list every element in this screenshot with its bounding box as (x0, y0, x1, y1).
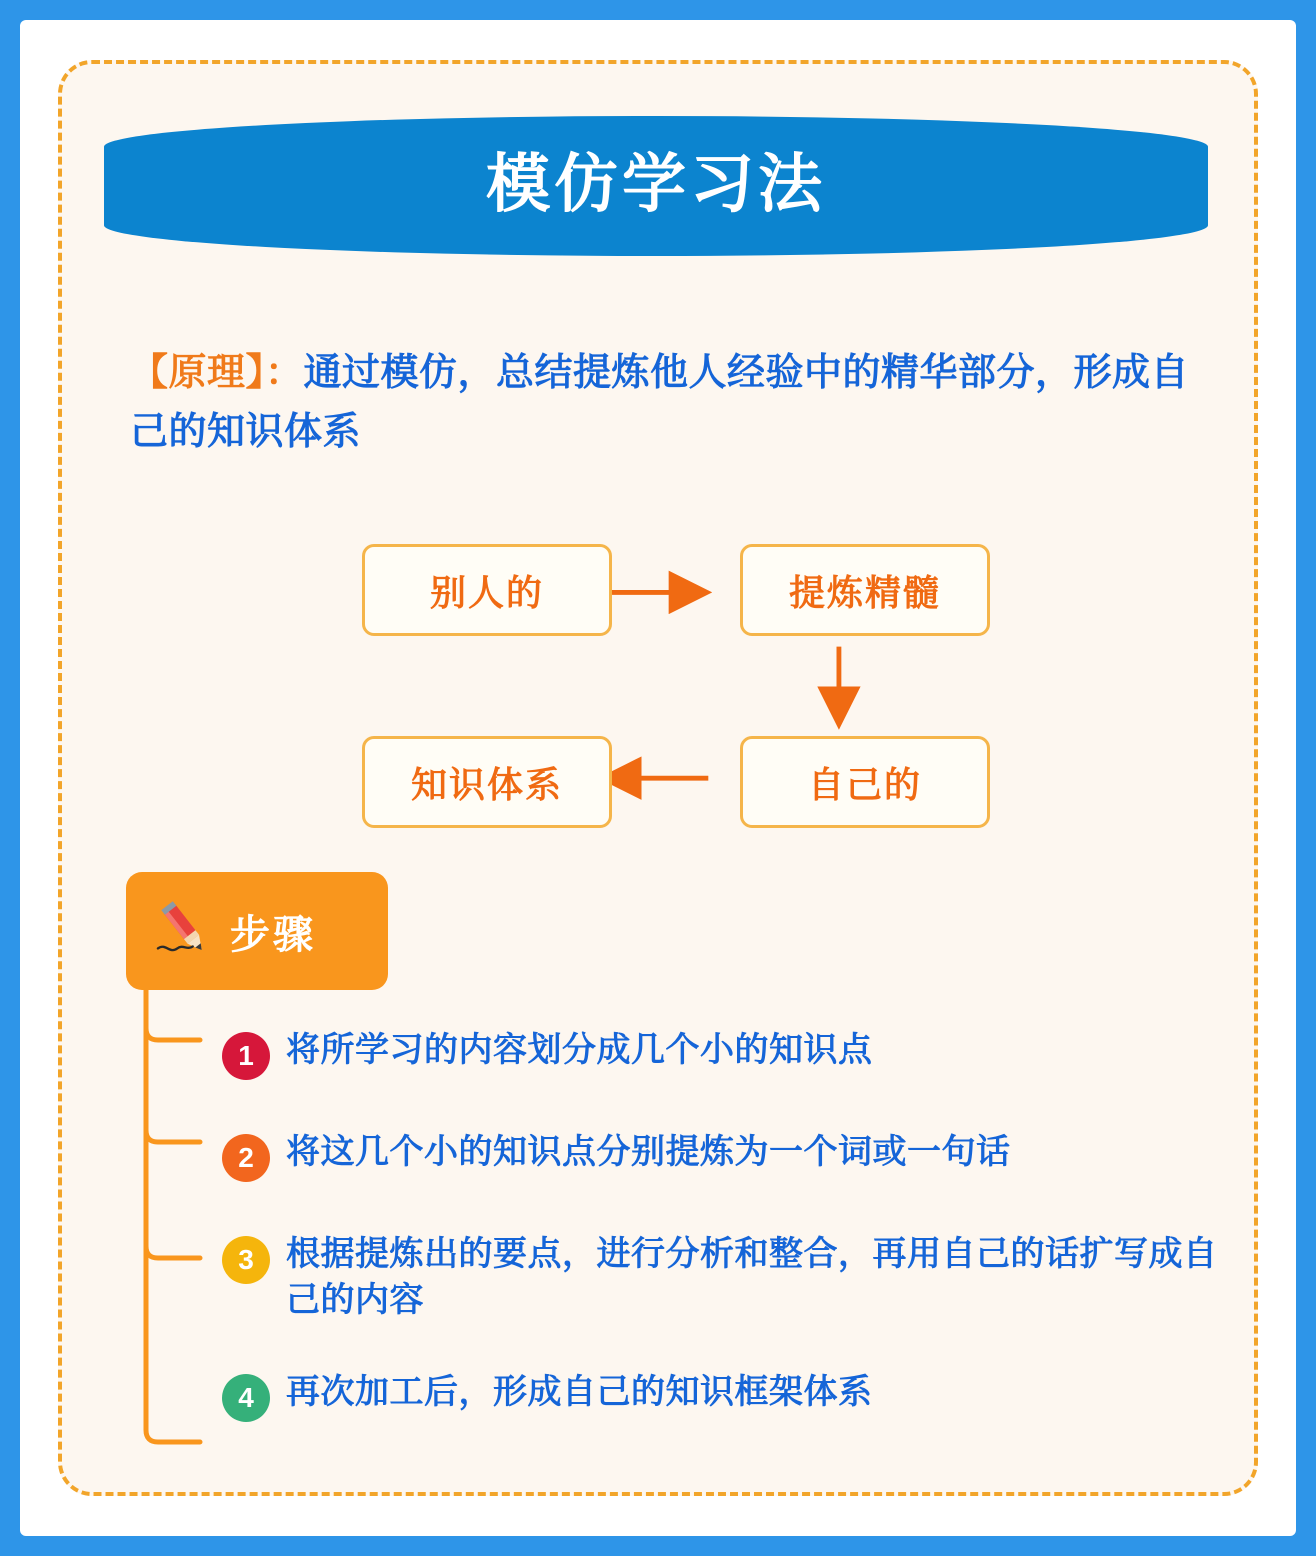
pencil-icon (154, 900, 216, 962)
step-text-1: 将所学习的内容划分成几个小的知识点 (286, 1031, 873, 1069)
step-text-3: 根据提炼出的要点，进行分析和整合，再用自己的话扩写成自己的内容 (286, 1235, 1218, 1319)
principle-paragraph (130, 344, 1190, 462)
list-item (222, 1232, 1222, 1324)
page-title: 模仿学习法 (486, 148, 826, 220)
white-card (20, 20, 1296, 1536)
steps-header-label: 步骤 (230, 912, 316, 957)
steps-list (126, 990, 1246, 1450)
step-badge-2: 2 (222, 1134, 270, 1182)
flow-arrows (62, 504, 1254, 824)
flow-diagram (62, 504, 1254, 824)
step-badge-1: 1 (222, 1032, 270, 1080)
dashed-border-card (58, 60, 1258, 1496)
step-text-2: 将这几个小的知识点分别提炼为一个词或一句话 (286, 1133, 1011, 1171)
flow-box-extract-essence: 提炼精髓 (740, 544, 990, 636)
list-item (222, 1130, 1222, 1182)
principle-text: 通过模仿，总结提炼他人经验中的精华部分，形成自己的知识体系 (130, 352, 1190, 453)
step-badge-3: 3 (222, 1236, 270, 1284)
step-badge-4: 4 (222, 1374, 270, 1422)
flow-box-self: 自己的 (740, 736, 990, 828)
flow-box-others: 别人的 (362, 544, 612, 636)
list-item (222, 1370, 1222, 1422)
principle-label: 【原理】： (130, 352, 304, 394)
step-text-4: 再次加工后，形成自己的知识框架体系 (286, 1373, 873, 1411)
title-banner (104, 116, 1208, 256)
list-item (222, 1028, 1222, 1080)
flow-box-knowledge-system: 知识体系 (362, 736, 612, 828)
steps-header-chip (126, 872, 388, 990)
